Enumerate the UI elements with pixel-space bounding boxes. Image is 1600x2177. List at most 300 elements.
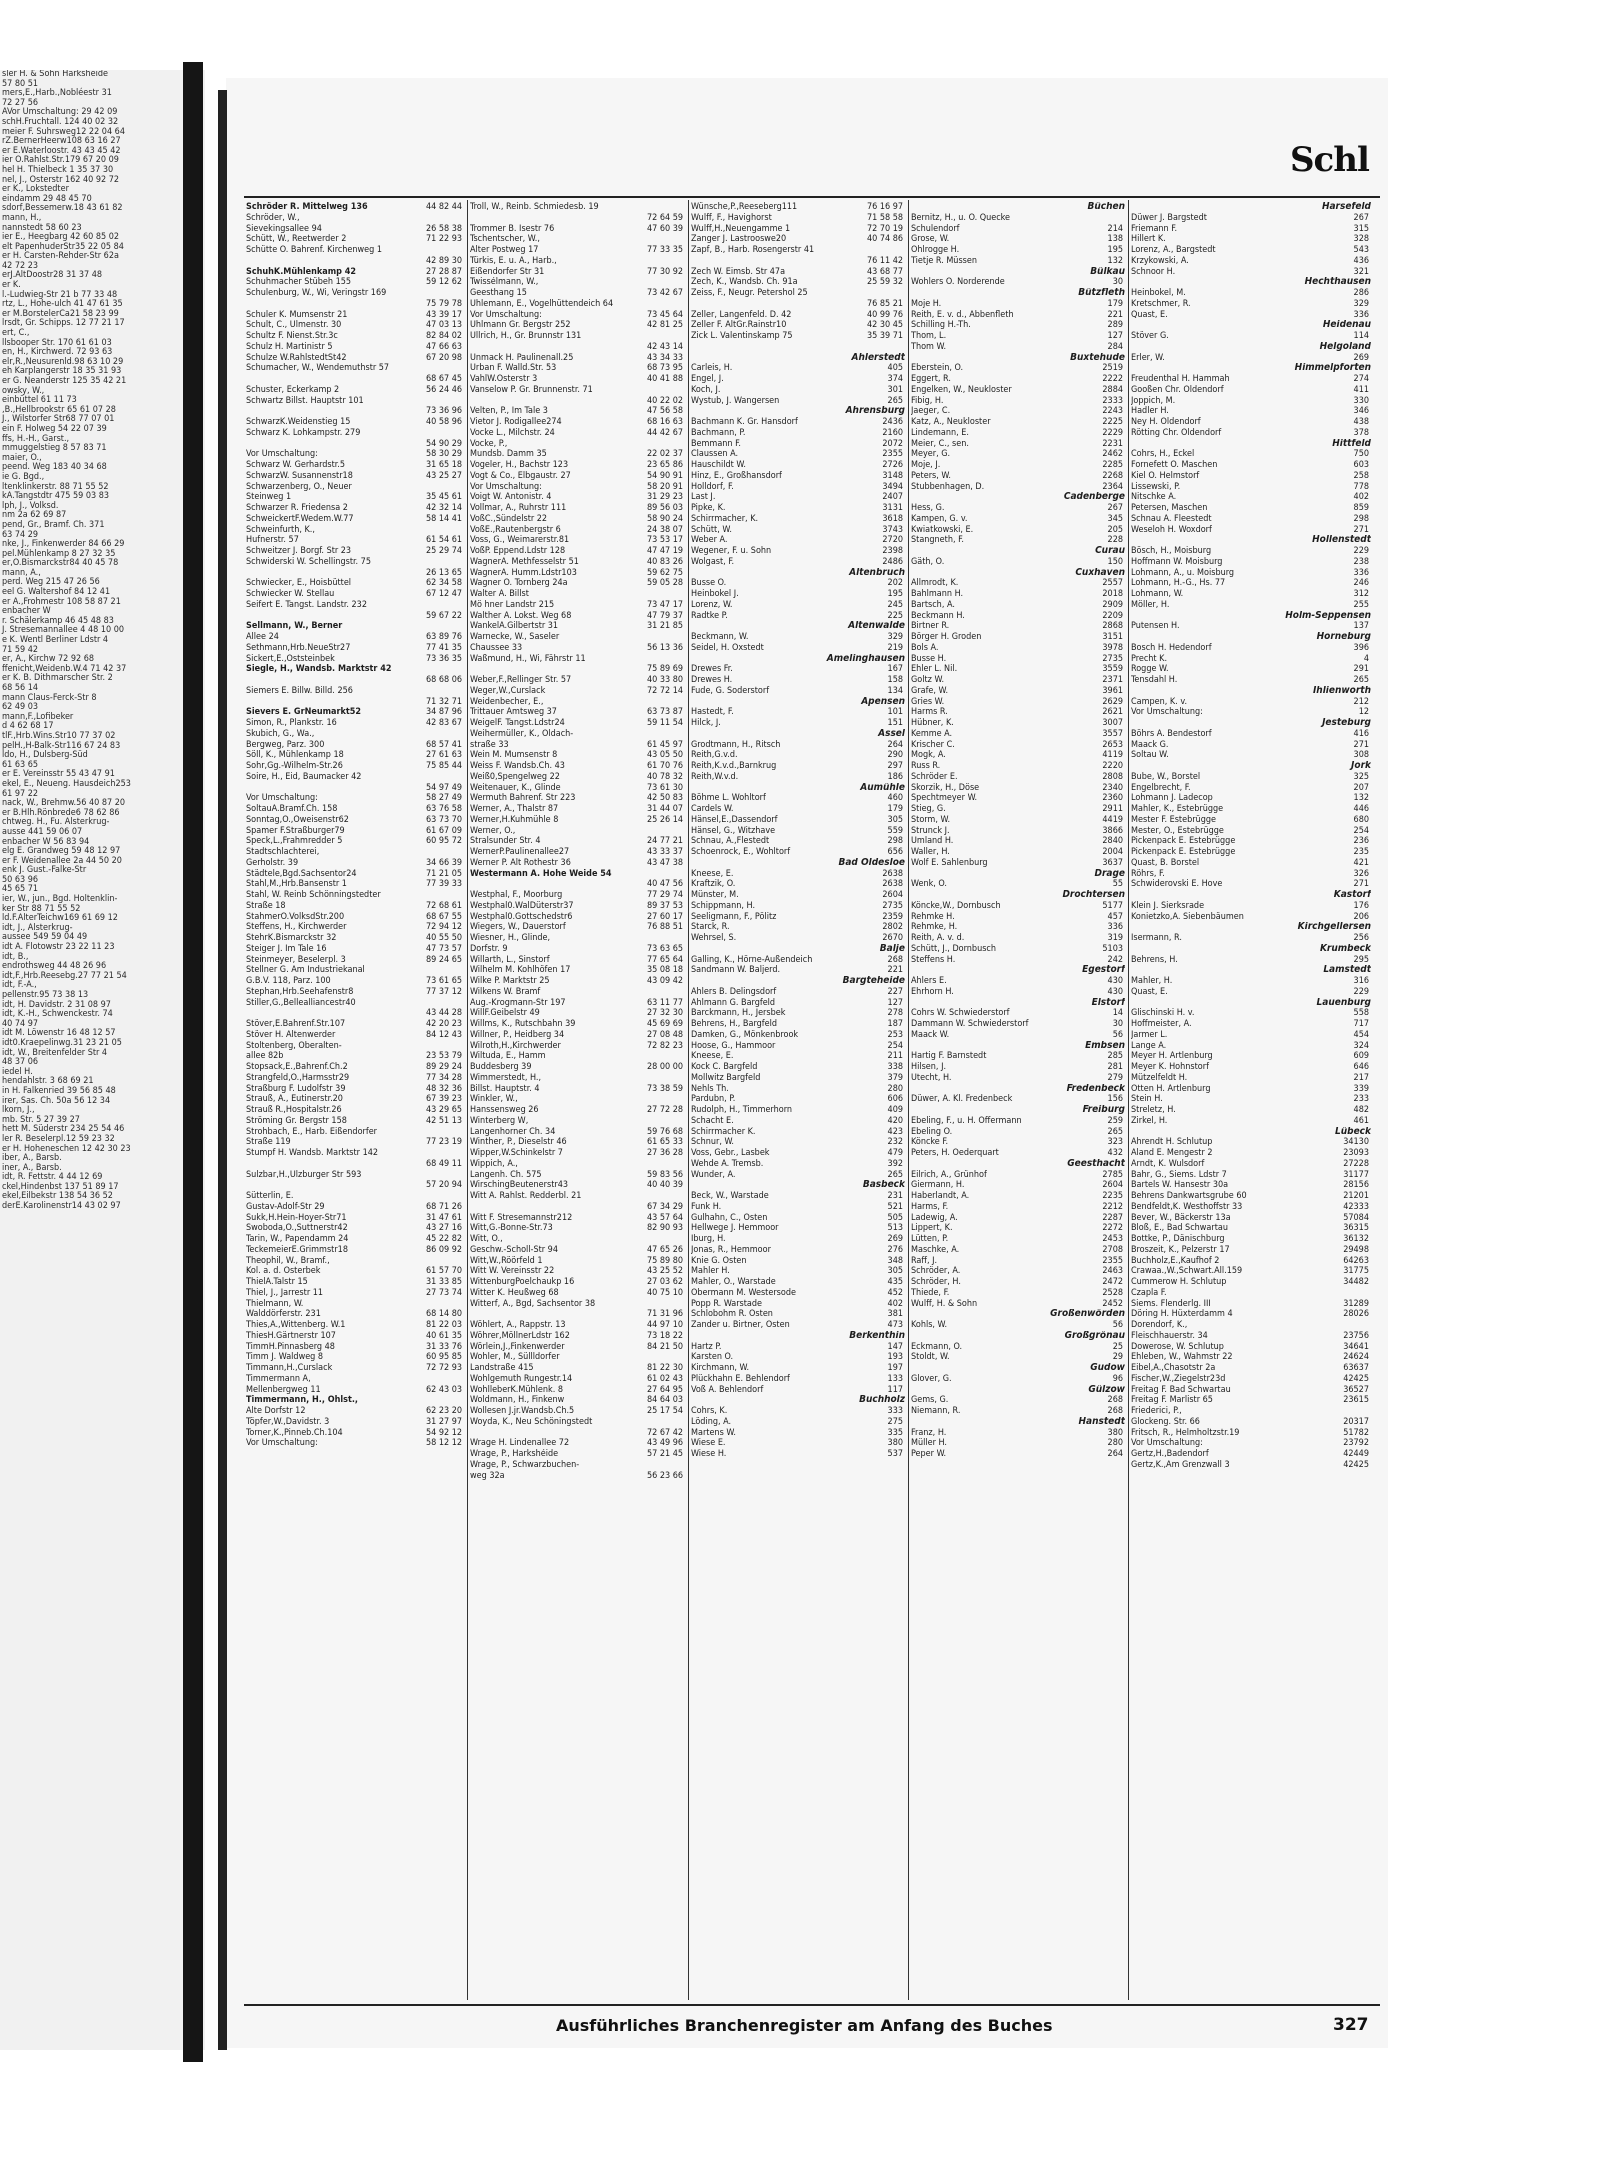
entry-name: Weitenauer, K., Glinde <box>470 782 561 793</box>
directory-entry <box>911 1234 1125 1245</box>
entry-name: Vocke L., Milchstr. 24 <box>470 427 555 438</box>
entry-name: Zech W. Eimsb. Str 47a <box>691 266 786 277</box>
entry-phone-number: 43 34 33 <box>646 352 683 363</box>
entry-name: Willner, P., Heidberg 34 <box>470 1029 565 1040</box>
entry-phone-number: 423 <box>887 1126 903 1137</box>
entry-phone-number: 2638 <box>882 868 903 879</box>
entry-phone-number: 859 <box>1353 503 1369 513</box>
directory-entry <box>911 1342 1125 1353</box>
entry-name: Schwarz K. Lohkampstr. 279 <box>246 427 361 438</box>
directory-entry <box>246 353 464 364</box>
place-heading: Himmelpforten <box>1294 363 1371 374</box>
entry-name: Zech, K., Wandsb. Ch. 91a <box>691 277 798 288</box>
entry-name: Straße 119 <box>246 1137 291 1148</box>
entry-phone-number: 58 20 91 <box>646 481 683 492</box>
place-heading: Lamstedt <box>1323 965 1371 976</box>
directory-entry <box>911 783 1125 794</box>
entry-phone-number: 2452 <box>1102 1298 1123 1309</box>
entry-name: Stiller,G.,Bellealliancestr40 <box>246 997 356 1008</box>
directory-entry <box>246 1309 464 1320</box>
directory-entry <box>911 611 1125 622</box>
directory-entry <box>246 202 464 213</box>
entry-phone-number: 286 <box>1353 288 1369 298</box>
entry-phone-number: 2462 <box>1102 449 1123 460</box>
entry-phone-number: 176 <box>1353 900 1369 911</box>
directory-entry <box>691 363 905 374</box>
entry-phone-number: 31 65 18 <box>425 460 462 470</box>
entry-phone-number: 27 73 74 <box>425 1287 462 1298</box>
entry-name: Seidel, H. Oxstedt <box>691 642 764 653</box>
directory-entry <box>911 503 1125 514</box>
entry-phone-number: 333 <box>887 1406 903 1416</box>
entry-phone-number: 214 <box>1107 223 1123 234</box>
entry-phone-number: 461 <box>1353 1115 1369 1126</box>
place-heading: Harsefeld <box>1321 202 1371 212</box>
left-page-line: enk J. Gust.-Falke-Str <box>2 865 87 876</box>
directory-entry <box>246 697 464 708</box>
entry-name: Alter Postweg 17 <box>470 245 539 255</box>
entry-phone-number: 40 58 96 <box>425 417 462 427</box>
entry-name: Beckmann, W. <box>691 632 749 642</box>
entry-name: Buchholz,E.,Kaufhof 2 <box>1131 1255 1220 1266</box>
entry-name: Kneese, E. <box>691 868 734 879</box>
directory-entry <box>470 568 685 579</box>
directory-entry <box>911 675 1125 686</box>
entry-name: Köncke,W., Dornbusch <box>911 900 1001 911</box>
directory-entry <box>470 213 685 224</box>
entry-name: Kretschmer, R. <box>1131 298 1191 309</box>
entry-phone-number: 127 <box>1107 331 1123 341</box>
place-heading: Fredenbeck <box>1066 1083 1125 1094</box>
directory-entry <box>1131 815 1371 826</box>
directory-entry <box>246 664 464 675</box>
entry-name: Winkler, W., <box>470 1094 518 1105</box>
entry-name: Dammann W. Schwiederstorf <box>911 1019 1029 1029</box>
entry-phone-number: 77 34 28 <box>425 1072 462 1083</box>
entry-phone-number: 34130 <box>1343 1137 1369 1148</box>
entry-name: Strauß, A., Eutinerstr.20 <box>246 1094 343 1105</box>
directory-entry <box>911 740 1125 751</box>
entry-name: Hanssensweg 26 <box>470 1105 539 1115</box>
column-divider-2 <box>688 200 689 2000</box>
entry-name: Reith,W.v.d. <box>691 771 739 782</box>
left-page-line: er H. Carsten-Rehder-Str 62a <box>2 251 119 262</box>
entry-name: Otten H. Artlenburg <box>1131 1083 1211 1094</box>
directory-entry <box>470 353 685 364</box>
directory-entry <box>691 449 905 460</box>
directory-entry <box>1131 1256 1371 1267</box>
entry-phone-number: 40 61 35 <box>425 1330 462 1341</box>
entry-phone-number: 34641 <box>1343 1341 1369 1352</box>
entry-name: Voigt W. Antonistr. 4 <box>470 492 552 503</box>
entry-phone-number: 61 45 97 <box>646 739 683 750</box>
entry-name: Fibig, H. <box>911 395 944 406</box>
entry-name: Stöver G. <box>1131 331 1169 341</box>
entry-name: Cohrs W. Schwiederstorf <box>911 1008 1010 1019</box>
directory-entry <box>691 772 905 783</box>
directory-entry <box>246 793 464 804</box>
directory-entry <box>246 234 464 245</box>
entry-name: Lorenz, W. <box>691 599 733 610</box>
entry-name: Torner,K.,Pinneb.Ch.104 <box>246 1427 343 1438</box>
directory-entry <box>691 890 905 901</box>
entry-phone-number: 42 51 13 <box>425 1115 462 1126</box>
place-heading: Freiburg <box>1082 1105 1125 1115</box>
directory-entry <box>246 869 464 880</box>
left-page-line: pellenstr.95 73 38 13 <box>2 990 89 1000</box>
left-page-line: maier, O., <box>2 452 42 463</box>
entry-name: Gries W. <box>911 696 945 707</box>
directory-entry <box>691 664 905 675</box>
entry-phone-number: 335 <box>887 1427 903 1438</box>
entry-phone-number: 73 38 59 <box>646 1083 683 1094</box>
entry-phone-number: 2004 <box>1102 847 1123 857</box>
entry-name: Behrens, H. <box>1131 954 1178 965</box>
entry-phone-number: 59 83 56 <box>646 1169 683 1180</box>
entry-phone-number: 81 22 30 <box>646 1363 683 1373</box>
entry-phone-number: 319 <box>1107 933 1123 943</box>
entry-phone-number: 58 14 41 <box>425 513 462 524</box>
entry-phone-number: 42333 <box>1343 1201 1369 1212</box>
directory-entry <box>1131 1030 1371 1041</box>
entry-phone-number: 59 11 54 <box>646 718 683 728</box>
entry-phone-number: 47 60 39 <box>646 223 683 234</box>
place-heading: Altenwalde <box>848 621 905 632</box>
entry-name: Stoldt, W. <box>911 1352 950 1363</box>
directory-entry <box>246 826 464 837</box>
directory-entry <box>470 1094 685 1105</box>
directory-entry <box>911 245 1125 256</box>
entry-phone-number: 680 <box>1353 814 1369 825</box>
entry-name: Türkis, E. u. A., Harb., <box>470 255 557 266</box>
entry-name: Beck, W., Warstade <box>691 1191 769 1201</box>
directory-entry <box>1131 1008 1371 1019</box>
entry-phone-number: 2911 <box>1102 804 1123 814</box>
entry-name: Weidenbecher, E., <box>470 696 544 707</box>
entry-name: Crawaa.,W.,Schwart.All.159 <box>1131 1266 1243 1277</box>
entry-phone-number: 202 <box>887 578 903 589</box>
left-page-line: 48 37 06 <box>2 1057 39 1068</box>
entry-name: Schwarz W. Gerhardstr.5 <box>246 460 346 470</box>
directory-entry <box>246 514 464 525</box>
entry-name: Sonntag,O.,Oweisenstr62 <box>246 814 349 825</box>
entry-phone-number: 179 <box>1107 298 1123 309</box>
entry-name: Vor Umschaltung: <box>470 481 542 492</box>
entry-phone-number: 75 89 80 <box>646 1255 683 1266</box>
entry-phone-number: 56 24 46 <box>425 384 462 395</box>
directory-entry <box>1131 772 1371 783</box>
directory-entry <box>691 761 905 772</box>
entry-phone-number: 411 <box>1353 384 1369 395</box>
entry-name: Müller H. <box>911 1438 948 1449</box>
entry-phone-number: 3494 <box>882 481 903 492</box>
entry-phone-number: 339 <box>1353 1083 1369 1094</box>
entry-name: Nitschke A. <box>1131 492 1177 503</box>
entry-name: Ohlrogge H. <box>911 245 960 255</box>
entry-phone-number: 132 <box>1353 793 1369 804</box>
entry-phone-number: 2243 <box>1102 406 1123 417</box>
entry-name: WirschingBeutenerstr43 <box>470 1180 569 1191</box>
entry-name: Quast, E. <box>1131 986 1168 997</box>
left-page-line: idt M. Löwenstr 16 48 12 57 <box>2 1028 116 1039</box>
directory-entry <box>691 557 905 568</box>
entry-phone-number: 57 21 45 <box>646 1449 683 1459</box>
directory-entry <box>1131 1331 1371 1342</box>
left-page-line: ,B.,Hellbrookstr 65 61 07 28 <box>2 404 116 415</box>
directory-entry <box>470 1041 685 1052</box>
place-heading: Gülzow <box>1088 1384 1125 1395</box>
entry-name: Martens W. <box>691 1427 736 1438</box>
entry-phone-number: 28156 <box>1343 1180 1369 1191</box>
place-heading: Amelinghausen <box>826 653 905 664</box>
entry-name: Quast, E. <box>1131 309 1168 320</box>
entry-phone-number: 2808 <box>1102 771 1123 782</box>
entry-name: Wiese E. <box>691 1438 726 1449</box>
entry-name: Iburg, H. <box>691 1234 726 1244</box>
entry-name: WittenburgPoelchaukp 16 <box>470 1277 575 1287</box>
entry-name: Werner, O., <box>470 825 516 836</box>
left-page-line: 61 97 22 <box>2 788 39 799</box>
entry-phone-number: 25 29 74 <box>425 546 462 556</box>
directory-entry <box>1131 1299 1371 1310</box>
entry-name: Weber A. <box>691 535 728 546</box>
directory-entry <box>246 417 464 428</box>
entry-phone-number: 22 02 37 <box>646 449 683 460</box>
directory-entry <box>911 697 1125 708</box>
place-heading: Cadenberge <box>1063 492 1125 503</box>
entry-name: Wohlers O. Norderende <box>911 277 1005 288</box>
entry-name: Wilroth,H.,Kirchwerder <box>470 1040 561 1051</box>
entry-phone-number: 54 97 49 <box>425 782 462 793</box>
directory-entry <box>470 1245 685 1256</box>
directory-entry <box>470 471 685 482</box>
directory-entry <box>1131 578 1371 589</box>
entry-phone-number: 24 38 07 <box>646 524 683 535</box>
directory-entry <box>691 525 905 536</box>
directory-entry <box>246 1438 464 1449</box>
directory-entry <box>691 1116 905 1127</box>
entry-phone-number: 28 00 00 <box>646 1062 683 1072</box>
entry-phone-number: 58 12 12 <box>425 1438 462 1449</box>
directory-entry <box>691 1094 905 1105</box>
entry-name: Bergweg, Parz. 300 <box>246 739 325 750</box>
entry-name: Waßmund, H., Wi, Fährstr 11 <box>470 653 586 664</box>
directory-entry <box>1131 417 1371 428</box>
entry-phone-number: 73 47 17 <box>646 599 683 610</box>
entry-phone-number: 2229 <box>1102 427 1123 438</box>
entry-phone-number: 253 <box>887 1029 903 1040</box>
entry-name: Voss, G., Weimarerstr.81 <box>470 535 570 546</box>
entry-name: Sohr,Gg.-Wilhelm-Str.26 <box>246 761 343 771</box>
entry-phone-number: 2726 <box>882 460 903 470</box>
entry-name: Westphal0.WalDüterstr37 <box>470 900 574 911</box>
entry-phone-number: 86 09 92 <box>425 1244 462 1255</box>
directory-entry <box>470 1084 685 1095</box>
directory-entry <box>1131 847 1371 858</box>
entry-name: Moje H. <box>911 298 942 309</box>
directory-entry <box>691 374 905 385</box>
entry-name: Buddesberg 39 <box>470 1062 532 1072</box>
left-page-line: 45 65 71 <box>2 884 39 895</box>
entry-name: Wystub, J. Wangersen <box>691 395 780 406</box>
left-page-line: elr,R.,Neusurenld.98 63 10 29 <box>2 356 124 367</box>
directory-entry <box>470 320 685 331</box>
entry-name: Hastedt, F. <box>691 707 734 718</box>
entry-phone-number: 2222 <box>1102 374 1123 384</box>
directory-entry <box>470 1395 685 1406</box>
entry-name: Schütt, W., Reetwerder 2 <box>246 234 347 245</box>
entry-phone-number: 321 <box>1353 266 1369 277</box>
entry-name: Freitag F. Bad Schwartau <box>1131 1384 1231 1395</box>
entry-name: Bube, W., Borstel <box>1131 771 1201 782</box>
entry-name: Busse O. <box>691 578 727 589</box>
directory-entry <box>470 783 685 794</box>
directory-entry <box>691 901 905 912</box>
entry-name: Pickenpack E. Estebrügge <box>1131 847 1236 857</box>
entry-name: Allmrodt, K. <box>911 578 959 589</box>
directory-entry <box>1131 1374 1371 1385</box>
directory-entry <box>1131 1449 1371 1460</box>
left-page-line: ier, W., jun., Bgd. Holtenklin- <box>2 894 118 905</box>
directory-entry <box>691 826 905 837</box>
entry-name: Rogge W. <box>1131 664 1169 675</box>
entry-phone-number: 73 53 17 <box>646 535 683 546</box>
directory-entry <box>1131 1202 1371 1213</box>
entry-phone-number: 67 34 29 <box>646 1201 683 1212</box>
directory-entry <box>691 836 905 847</box>
entry-name: Witt, O., <box>470 1234 503 1244</box>
directory-entry <box>470 288 685 299</box>
entry-phone-number: 2629 <box>1102 696 1123 707</box>
left-page-line: idt, K.-H., Schwenckestr. 74 <box>2 1009 113 1020</box>
entry-phone-number: 4119 <box>1102 750 1123 761</box>
directory-entry <box>470 449 685 460</box>
place-heading: Jesteburg <box>1322 718 1371 728</box>
directory-entry <box>470 707 685 718</box>
directory-entry <box>911 535 1125 546</box>
entry-name: Meier, C., sen. <box>911 438 969 449</box>
directory-entry <box>911 374 1125 385</box>
entry-phone-number: 43 49 96 <box>646 1438 683 1449</box>
place-heading: Großenwörden <box>1050 1309 1125 1320</box>
directory-entry <box>691 417 905 428</box>
entry-name: Düwer, A. Kl. Fredenbeck <box>911 1094 1013 1105</box>
entry-name: Billst. Hauptstr. 4 <box>470 1083 540 1094</box>
directory-entry <box>691 1127 905 1138</box>
entry-name: Starck, R. <box>691 922 730 933</box>
directory-entry <box>1131 697 1371 708</box>
left-page-line: er, A., Kirchw 72 92 68 <box>2 654 95 665</box>
entry-name: Mundsb. Damm 35 <box>470 449 547 460</box>
directory-entry <box>246 492 464 503</box>
entry-phone-number: 42 20 23 <box>425 1019 462 1029</box>
entry-phone-number: 323 <box>1107 1137 1123 1148</box>
entry-name: Jarmer L. <box>1131 1029 1168 1040</box>
entry-name: Hänsel,E.,Dassendorf <box>691 814 778 825</box>
directory-entry <box>911 406 1125 417</box>
directory-entry <box>691 342 905 353</box>
entry-name: G.B.V. 118, Parz. 100 <box>246 976 331 986</box>
entry-name: Vor Umschaltung: <box>1131 1438 1203 1449</box>
entry-name: Goltz W. <box>911 675 945 685</box>
entry-name: Thiel, J., Jarrestr 11 <box>246 1287 324 1298</box>
entry-phone-number: 197 <box>887 1363 903 1373</box>
directory-entry <box>691 955 905 966</box>
entry-phone-number: 40 22 02 <box>646 395 683 406</box>
directory-entry <box>691 439 905 450</box>
directory-entry <box>1131 1395 1371 1406</box>
entry-name: Möller, H. <box>1131 599 1170 610</box>
entry-phone-number: 45 69 69 <box>646 1019 683 1029</box>
directory-entry <box>911 847 1125 858</box>
entry-name: Lorenz, A., Bargstedt <box>1131 245 1216 255</box>
entry-name: Mahler, O., Warstade <box>691 1277 776 1287</box>
entry-name: Schütte O. Bahrenf. Kirchenweg 1 <box>246 245 382 255</box>
entry-phone-number: 96 <box>1112 1373 1123 1384</box>
left-page-line: nel, J., Osterstr 162 40 92 72 <box>2 174 120 185</box>
entry-phone-number: 4419 <box>1102 814 1123 825</box>
entry-name: Schilling H.-Th. <box>911 320 971 331</box>
entry-phone-number: 42 30 45 <box>866 320 903 331</box>
entry-phone-number: 47 56 58 <box>646 406 683 417</box>
entry-name: VahlW.Osterstr 3 <box>470 374 538 384</box>
entry-phone-number: 56 <box>1112 1029 1123 1040</box>
entry-phone-number: 14 <box>1112 1008 1123 1019</box>
entry-name: Fude, G. Soderstorf <box>691 685 770 696</box>
left-page-line: l.-Ludwieg-Str 21 b 77 33 48 <box>2 289 118 300</box>
entry-name: Weger,W.,Curslack <box>470 685 546 696</box>
entry-name: Walter A. Billst <box>470 589 529 599</box>
left-page-line: meier F. Suhrsweg12 22 04 64 <box>2 126 125 137</box>
directory-entry <box>470 1148 685 1159</box>
entry-phone-number: 2909 <box>1102 599 1123 610</box>
entry-phone-number: 31289 <box>1343 1298 1369 1309</box>
entry-name: Städtele,Bgd.Sachsentor24 <box>246 868 357 879</box>
left-page-line: er G. Neanderstr 125 35 42 21 <box>2 376 127 386</box>
entry-phone-number: 61 70 76 <box>646 761 683 771</box>
directory-entry <box>911 944 1125 955</box>
directory-entry <box>1131 1213 1371 1224</box>
directory-entry <box>691 277 905 288</box>
directory-entry <box>246 1256 464 1267</box>
directory-entry <box>470 1449 685 1460</box>
entry-name: Schnoor H. <box>1131 266 1176 277</box>
directory-entry <box>691 492 905 503</box>
left-page-line: idt, W., Breitenfelder Str 4 <box>2 1047 108 1058</box>
directory-entry <box>470 1019 685 1030</box>
directory-entry <box>1131 288 1371 299</box>
entry-phone-number: 61 57 70 <box>425 1266 462 1277</box>
directory-entry <box>246 632 464 643</box>
entry-phone-number: 195 <box>887 589 903 599</box>
entry-phone-number: 326 <box>1353 868 1369 879</box>
entry-phone-number: 345 <box>1107 513 1123 524</box>
place-heading: Lauenburg <box>1316 997 1371 1008</box>
directory-entry <box>911 331 1125 342</box>
directory-entry <box>1131 912 1371 923</box>
directory-entry <box>911 1073 1125 1084</box>
entry-phone-number: 3148 <box>882 470 903 481</box>
directory-entry <box>470 1320 685 1331</box>
directory-entry <box>911 826 1125 837</box>
directory-entry <box>1131 1428 1371 1439</box>
directory-entry <box>470 869 685 880</box>
entry-name: Bachmann K. Gr. Hansdorf <box>691 417 798 427</box>
entry-name: Wiltuda, E., Hamm <box>470 1051 546 1062</box>
entry-phone-number: 380 <box>887 1438 903 1449</box>
directory-entry <box>470 1180 685 1191</box>
directory-entry <box>911 1299 1125 1310</box>
